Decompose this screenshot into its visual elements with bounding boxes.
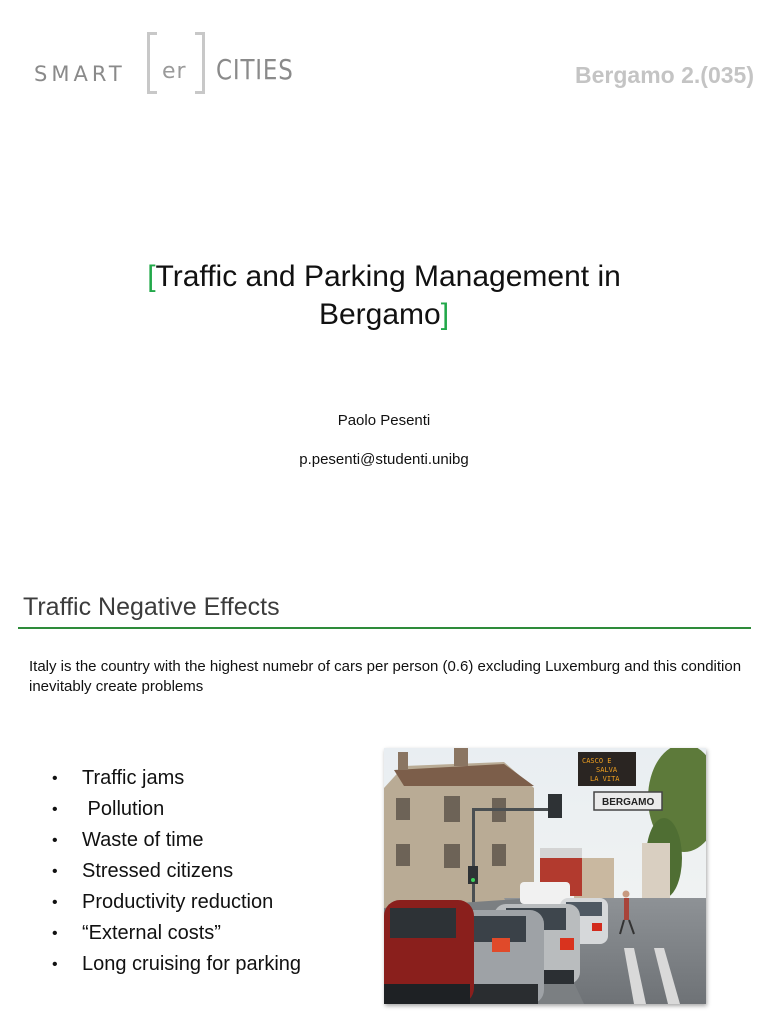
bullet-dot: • bbox=[52, 801, 58, 818]
logo-right-bracket bbox=[195, 32, 205, 94]
bullet-dot: • bbox=[52, 925, 58, 942]
traffic-photo-illustration bbox=[384, 748, 706, 1004]
intro-paragraph: Italy is the country with the highest numebr of cars per person (0.6) excluding Luxemburg and this condition inevitably create problems bbox=[29, 658, 742, 695]
bullet-dot: • bbox=[52, 894, 58, 911]
effects-list bbox=[52, 763, 301, 980]
list-item-text: Stressed citizens bbox=[82, 860, 234, 882]
list-item bbox=[52, 763, 301, 794]
led-sign-line-2: SALVA bbox=[596, 766, 618, 774]
title-close-bracket: ] bbox=[440, 298, 450, 331]
title-line-2: Bergamo bbox=[318, 298, 441, 331]
title-line-1: Traffic and Parking Management in bbox=[155, 260, 621, 293]
event-code: Bergamo 2.(035) bbox=[575, 62, 754, 88]
bullet-dot: • bbox=[52, 863, 58, 880]
list-item bbox=[52, 856, 301, 887]
list-item-text: Pollution bbox=[82, 798, 165, 820]
title-divider bbox=[18, 627, 751, 629]
traffic-jam-photo bbox=[384, 748, 706, 1004]
led-sign-line-1: CASCO E bbox=[582, 757, 612, 765]
list-item-text: “External costs” bbox=[82, 922, 221, 944]
presentation-title bbox=[84, 258, 684, 334]
logo-left-bracket bbox=[147, 32, 157, 94]
bullet-dot: • bbox=[52, 832, 58, 849]
bullet-dot: • bbox=[52, 770, 58, 787]
list-item bbox=[52, 825, 301, 856]
list-item-text: Long cruising for parking bbox=[82, 953, 302, 975]
list-item-text: Waste of time bbox=[82, 829, 204, 851]
logo-er-text: er bbox=[162, 59, 187, 84]
smarter-cities-logo bbox=[34, 32, 294, 96]
list-item bbox=[52, 794, 301, 825]
bullet-dot: • bbox=[52, 956, 58, 973]
author-email: p.pesenti@studenti.unibg bbox=[299, 451, 469, 468]
list-item-text: Traffic jams bbox=[82, 767, 185, 789]
list-item bbox=[52, 918, 301, 949]
slide-title: Traffic Negative Effects bbox=[23, 593, 280, 621]
bergamo-road-sign: BERGAMO bbox=[602, 797, 655, 808]
list-item-text: Productivity reduction bbox=[82, 891, 274, 913]
logo-smart-text: SMART bbox=[34, 62, 126, 86]
led-sign-line-3: LA VITA bbox=[590, 775, 620, 783]
author-name: Paolo Pesenti bbox=[337, 412, 431, 429]
traffic-effects-slide bbox=[0, 560, 768, 1024]
list-item bbox=[52, 949, 301, 980]
list-item bbox=[52, 887, 301, 918]
title-open-bracket: [ bbox=[147, 260, 156, 293]
logo-cities-text: CITIES bbox=[216, 53, 294, 86]
